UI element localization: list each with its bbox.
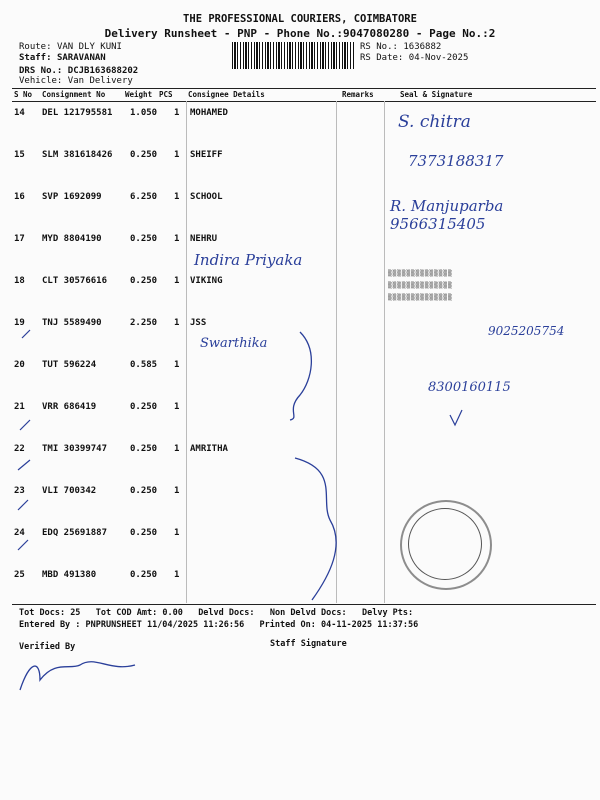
row-consignment: TMI 30399747 [42, 444, 108, 454]
vehicle-line: Vehicle: Van Delivery [19, 76, 133, 86]
route-line: Route: VAN DLY KUNI [19, 42, 122, 52]
handwriting-sign: 7373188317 [408, 152, 504, 170]
handwriting-sign: Indira Priyaka [194, 251, 303, 269]
col-seal: Seal & Signature [400, 90, 473, 99]
handwriting-sign: S. chitra [398, 112, 471, 132]
row-pcs: 1 [174, 318, 180, 328]
staff-signature-label: Staff Signature [270, 639, 347, 649]
row-sno: 20 [14, 360, 25, 370]
row-weight: 0.250 [130, 486, 158, 496]
row-sno: 15 [14, 150, 25, 160]
sheet-title: Delivery Runsheet - PNP - Phone No.:9047080280 - Page No.:2 [104, 27, 496, 40]
row-sno: 16 [14, 192, 25, 202]
row-weight: 1.050 [130, 108, 158, 118]
row-pcs: 1 [174, 570, 180, 580]
row-consignment: EDQ 25691887 [42, 528, 108, 538]
rs-date-line: RS Date: 04-Nov-2025 [360, 53, 469, 63]
drs-line: DRS No.: DCJB163688202 [19, 66, 139, 76]
row-sno: 19 [14, 318, 25, 328]
row-pcs: 1 [174, 108, 180, 118]
row-weight: 0.250 [130, 150, 158, 160]
row-consignee: MOHAMED [190, 108, 228, 118]
row-weight: 0.250 [130, 528, 158, 538]
company-title: THE PROFESSIONAL COURIERS, COIMBATORE [183, 13, 417, 25]
row-pcs: 1 [174, 486, 180, 496]
verified-by-label: Verified By [19, 642, 76, 652]
row-consignment: VLI 700342 [42, 486, 97, 496]
row-pcs: 1 [174, 402, 180, 412]
row-weight: 0.585 [130, 360, 158, 370]
row-pcs: 1 [174, 528, 180, 538]
row-consignee: AMRITHA [190, 444, 228, 454]
row-consignment: MYD 8804190 [42, 234, 102, 244]
col-remarks: Remarks [342, 90, 374, 99]
row-weight: 0.250 [130, 570, 158, 580]
faded-stamp: ▒▒▒▒▒▒▒▒▒▒▒▒▒▒ [388, 282, 453, 289]
rs-no-line: RS No.: 1636882 [360, 42, 442, 52]
row-sno: 25 [14, 570, 25, 580]
col-pcs: PCS [159, 90, 173, 99]
row-weight: 2.250 [130, 318, 158, 328]
row-pcs: 1 [174, 150, 180, 160]
row-sno: 21 [14, 402, 25, 412]
row-sno: 22 [14, 444, 25, 454]
col-weight: Weight [125, 90, 153, 99]
faded-stamp: ▒▒▒▒▒▒▒▒▒▒▒▒▒▒ [388, 270, 453, 277]
row-consignee: JSS [190, 318, 207, 328]
handwriting-sign: 9025205754 [488, 324, 565, 338]
row-consignment: TNJ 5589490 [42, 318, 102, 328]
row-consignment: SLM 381618426 [42, 150, 113, 160]
row-sno: 24 [14, 528, 25, 538]
footer-entered-by: Entered By : PNPRUNSHEET 11/04/2025 11:26:56 Printed On: 04-11-2025 11:37:56 [19, 620, 419, 630]
row-consignment: TUT 596224 [42, 360, 97, 370]
row-consignment: SVP 1692099 [42, 192, 102, 202]
row-pcs: 1 [174, 192, 180, 202]
row-sno: 23 [14, 486, 25, 496]
staff-line: Staff: SARAVANAN [19, 53, 106, 63]
row-pcs: 1 [174, 276, 180, 286]
footer-totals: Tot Docs: 25 Tot COD Amt: 0.00 Delvd Docs: Non Delvd Docs: Delvy Pts: [19, 608, 414, 618]
handwriting-sign: 8300160115 [428, 380, 511, 395]
row-pcs: 1 [174, 360, 180, 370]
row-consignment: MBD 491380 [42, 570, 97, 580]
row-weight: 0.250 [130, 276, 158, 286]
col-consignee: Consignee Details [188, 90, 265, 99]
faded-stamp: ▒▒▒▒▒▒▒▒▒▒▒▒▒▒ [388, 294, 453, 301]
row-consignment: DEL 121795581 [42, 108, 113, 118]
row-weight: 0.250 [130, 444, 158, 454]
row-sno: 14 [14, 108, 25, 118]
col-consignment: Consignment No [42, 90, 106, 99]
handwriting-sign: R. Manjuparba 9566315405 [390, 197, 504, 233]
row-consignee: SHEIFF [190, 150, 223, 160]
row-pcs: 1 [174, 444, 180, 454]
row-sno: 17 [14, 234, 25, 244]
row-consignee: SCHOOL [190, 192, 223, 202]
row-consignee: NEHRU [190, 234, 218, 244]
row-consignment: VRR 686419 [42, 402, 97, 412]
row-weight: 0.250 [130, 402, 158, 412]
row-sno: 18 [14, 276, 25, 286]
round-stamp-inner [408, 508, 482, 580]
row-consignee: VIKING [190, 276, 223, 286]
col-sno: S No [14, 90, 33, 99]
row-weight: 6.250 [130, 192, 158, 202]
row-consignment: CLT 30576616 [42, 276, 108, 286]
handwriting-sign: Swarthika [200, 336, 268, 351]
row-pcs: 1 [174, 234, 180, 244]
row-weight: 0.250 [130, 234, 158, 244]
